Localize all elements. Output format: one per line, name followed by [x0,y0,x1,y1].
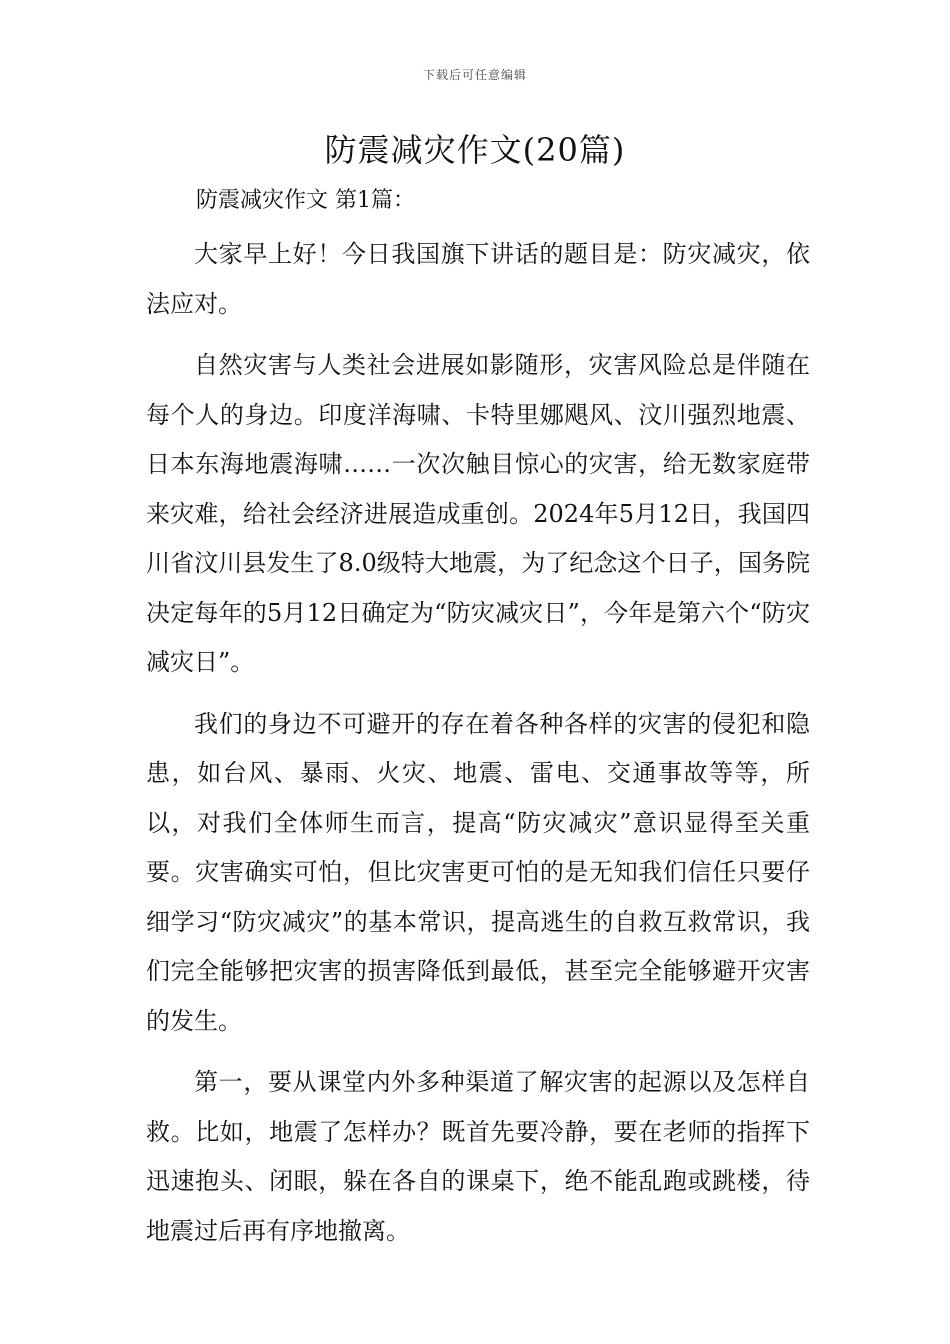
section-heading: 防震减灾作文 第1篇： [196,188,415,213]
paragraph-1: 大家早上好！今日我国旗下讲话的题目是：防灾减灾，依法应对。 [146,240,810,318]
header-note: 下载后可任意编辑 [422,68,527,82]
paragraph-3: 我们的身边不可避开的存在着各种各样的灾害的侵犯和隐患，如台风、暴雨、火灾、地震、雷电、交通事故等等，所以，对我们全体师生而言，提高“防灾减灾”意识显得至关重要。灾害确实可怕，但比灾害更可怕的是无知我们信任只要仔细学习“防灾减灾”的基本常识，提高逃生的自救互救常识，我们完全能够把灾害的损害降低到最低，甚至完全能够避开灾害的发生。 [146,709,810,1035]
document-body [146,230,810,1268]
paragraph-4: 第一，要从课堂内外多种渠道了解灾害的起源以及怎样自救。比如，地震了怎样办？既首先要冷静，要在老师的指挥下迅速抱头、闭眼，躲在各自的课桌下，绝不能乱跑或跳楼，待地震过后再有序地撤离。 [146,1068,810,1245]
document-title: 防震减灾作文(20篇) [324,131,626,169]
paragraph-2: 自然灾害与人类社会进展如影随形，灾害风险总是伴随在每个人的身边。印度洋海啸、卡特里娜飓风、汶川强烈地震、日本东海地震海啸……一次次触目惊心的灾害，给无数家庭带来灾难，给社会经济进展造成重创。2024年5月12日，我国四川省汶川县发生了8.0级特大地震，为了纪念这个日子，国务院决定每年的5月12日确定为“防灾减灾日”，今年是第六个“防灾减灾日”。 [146,351,810,676]
